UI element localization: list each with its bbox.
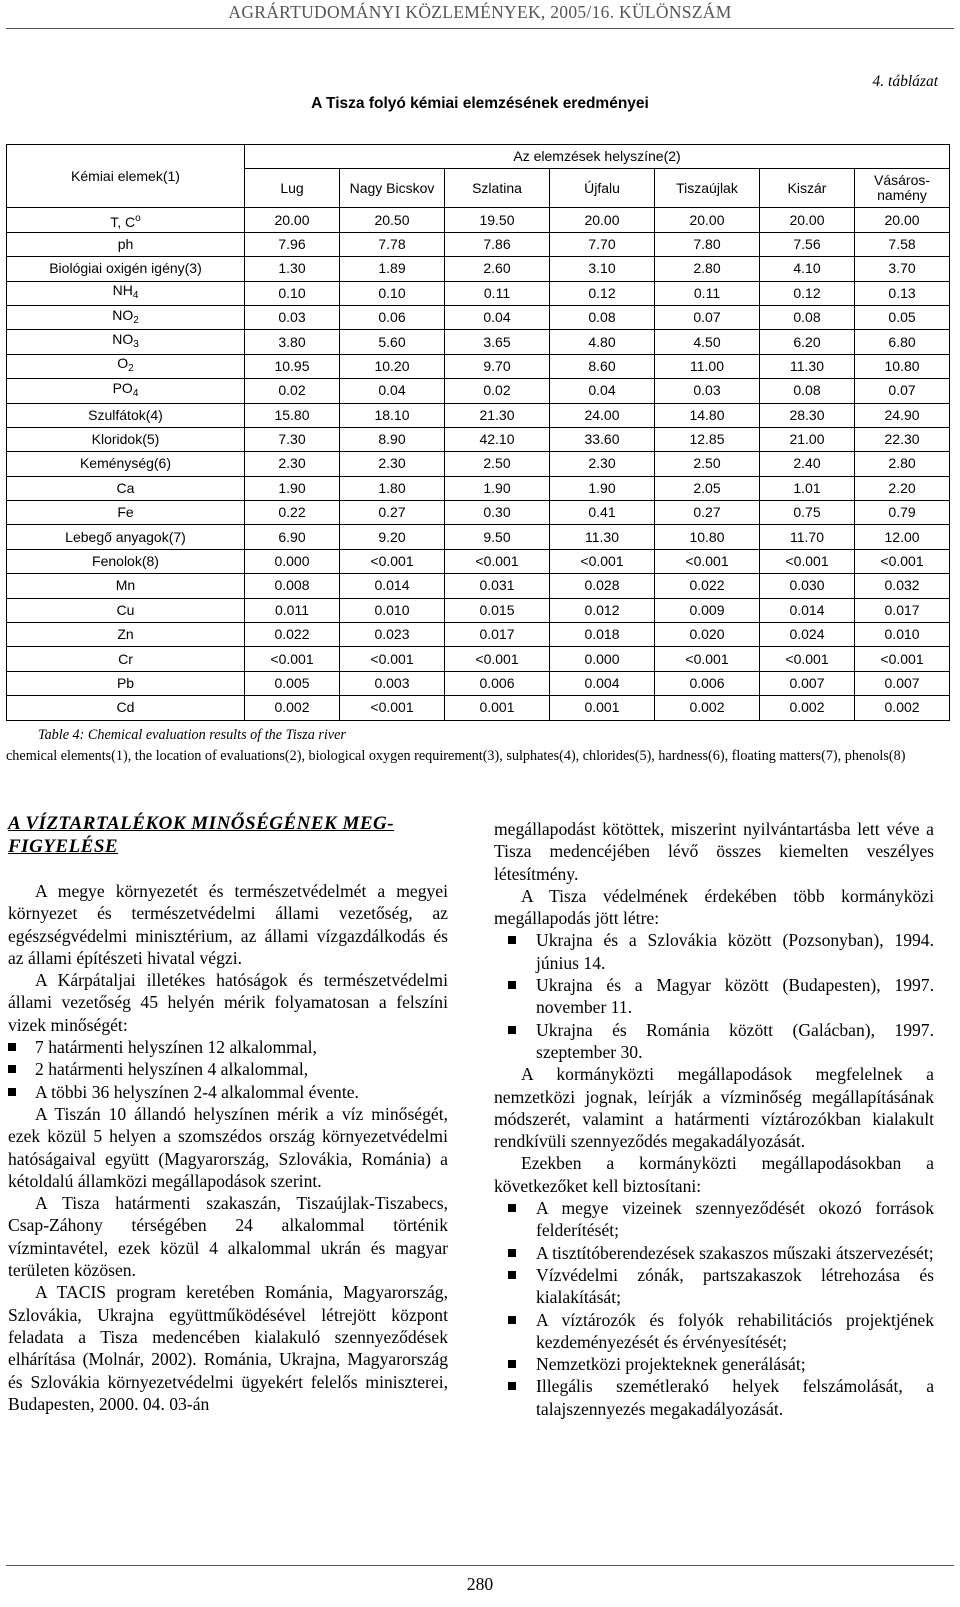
table-cell: 4.10 [760,257,855,281]
list-item: Illegális szemétlerakó helyek felszámolását, a talajszennyezés megakadályozását. [494,1375,934,1420]
element-label: Keménység(6) [7,452,245,476]
table-cell: 1.90 [245,476,340,500]
table-cell: 0.012 [550,598,655,622]
table-cell: 0.27 [655,501,760,525]
table-cell: 0.04 [445,305,550,329]
location-header: Lug [245,169,340,208]
table-cell: 0.022 [655,574,760,598]
table-cell: 4.80 [550,330,655,354]
table-cell: 3.70 [855,257,950,281]
list-item: Nemzetközi projekteknek generálását; [494,1353,934,1375]
table-cell: 0.007 [855,671,950,695]
table-row [7,696,950,720]
paragraph: A Kárpátaljai illetékes hatóságok és természetvédelmi állami vezetőség 45 helyén mérik folyamatosan a felszíni vizek minőségét: [8,970,448,1035]
table-cell: 2.30 [550,452,655,476]
header-rule [6,28,954,29]
element-label: Szulfátok(4) [7,403,245,427]
table-cell: 11.00 [655,354,760,378]
table-cell: 0.015 [445,598,550,622]
table-cell: 0.75 [760,501,855,525]
table-cell: <0.001 [445,647,550,671]
table-cell: 0.08 [760,305,855,329]
bullet-list [494,929,934,1063]
element-label: Biológiai oxigén igény(3) [7,257,245,281]
table-cell: 0.08 [550,305,655,329]
table-cell: 0.030 [760,574,855,598]
table-cell: 2.40 [760,452,855,476]
table-cell: 6.80 [855,330,950,354]
running-header: AGRÁRTUDOMÁNYI KÖZLEMÉNYEK, 2005/16. KÜLÖNSZÁM [228,2,732,22]
table-cell: 0.05 [855,305,950,329]
table-cell: 0.017 [445,623,550,647]
table-cell: 3.80 [245,330,340,354]
element-label: Cr [7,647,245,671]
table-cell: 12.85 [655,427,760,451]
table-cell: 0.06 [340,305,445,329]
table-cell: <0.001 [655,549,760,573]
table-cell: 1.30 [245,257,340,281]
table-row [7,476,950,500]
location-header: Szlatina [445,169,550,208]
square-bullet-icon [508,936,516,944]
table-cell: 0.023 [340,623,445,647]
table-cell: 0.002 [855,696,950,720]
footer-rule [6,1565,954,1566]
caption-text: chemical elements(1), the location of evaluations(2), biological oxygen requirement(3), sulphates(4), chlorides(5), hardness(6), floating matters(7), phenols(8) [6,748,906,764]
table-cell: 20.00 [655,208,760,232]
square-bullet-icon [508,1382,516,1390]
section-heading: A VÍZTARTALÉKOK MINŐSÉGÉNEK MEG-FIGYELÉSE [8,813,395,857]
table-cell: 0.014 [340,574,445,598]
table-cell: 0.11 [655,281,760,305]
table-row [7,647,950,671]
table-cell: 2.80 [855,452,950,476]
table-cell: 0.002 [245,696,340,720]
table-cell: 0.79 [855,501,950,525]
table-cell: 0.07 [655,305,760,329]
table-cell: 6.90 [245,525,340,549]
element-label: $NH_4$ [7,281,245,305]
table-cell: <0.001 [550,549,655,573]
table-cell: <0.001 [760,647,855,671]
bullet-list [494,1197,934,1420]
chemical-results-table [6,144,950,721]
page-number: 280 [466,1574,494,1594]
paragraph: A Tiszán 10 állandó helyszínen mérik a víz minőségét, ezek közül 5 helyen a szomszédos ország környezetvédelmi hatóságaival együtt (Magyarország, Szlovákia, Románia) a kétoldalú államközi megállapodások szerint. [8,1103,448,1191]
table-cell: 0.000 [550,647,655,671]
table-cell: 8.60 [550,354,655,378]
list-item: A víztározók és folyók rehabilitációs projektjének kezdeményezését és érvényesítését; [494,1309,934,1354]
table-cell: 28.30 [760,403,855,427]
table-cell: 0.10 [245,281,340,305]
table-cell: 0.006 [445,671,550,695]
table-cell: 0.30 [445,501,550,525]
table-cell: 0.022 [245,623,340,647]
element-label: Lebegő anyagok(7) [7,525,245,549]
table-row [7,232,950,256]
table-cell: <0.001 [340,647,445,671]
table-cell: 0.003 [340,671,445,695]
square-bullet-icon [8,1088,16,1096]
table-cell: 1.80 [340,476,445,500]
table-cell: 0.010 [340,598,445,622]
table-cell: 7.58 [855,232,950,256]
table-cell: 0.005 [245,671,340,695]
element-label: ph [7,232,245,256]
table-row [7,549,950,573]
table-cell: 0.002 [760,696,855,720]
table-cell: 33.60 [550,427,655,451]
table-cell: 0.014 [760,598,855,622]
table-cell: 12.00 [855,525,950,549]
table-cell: 9.20 [340,525,445,549]
table-cell: 0.010 [855,623,950,647]
table-cell: 7.80 [655,232,760,256]
list-item: Ukrajna és a Magyar között (Budapesten), 1997. november 11. [494,974,934,1019]
table-cell: 21.30 [445,403,550,427]
table-cell: 3.10 [550,257,655,281]
table-row [7,257,950,281]
table-cell: 0.020 [655,623,760,647]
table-cell: 0.002 [655,696,760,720]
table-cell: 0.12 [550,281,655,305]
table-row [7,501,950,525]
table-cell: 7.56 [760,232,855,256]
square-bullet-icon [8,1043,16,1051]
table-cell: 7.70 [550,232,655,256]
square-bullet-icon [508,1360,516,1368]
table-cell: 0.13 [855,281,950,305]
table-cell: 11.30 [550,525,655,549]
table-cell: 20.50 [340,208,445,232]
location-header: Újfalu [550,169,655,208]
table-cell: 0.03 [245,305,340,329]
table-row [7,403,950,427]
table-cell: 2.20 [855,476,950,500]
table-cell: 5.60 [340,330,445,354]
location-header: Tiszaújlak [655,169,760,208]
element-label: $NO_2$ [7,305,245,329]
bullet-list [8,1036,448,1103]
square-bullet-icon [508,1316,516,1324]
table-cell: 0.11 [445,281,550,305]
table-row [7,623,950,647]
table-cell: 8.90 [340,427,445,451]
paragraph: A kormányközti megállapodások megfelelnek a nemzetközi jognak, leírják a vízminőség megállapításának módszerét, valamint a határmenti víztározókban kialakult rendkívüli szennyeződés megakadályozását. [494,1064,934,1152]
table-cell: 0.011 [245,598,340,622]
table-cell: 0.08 [760,379,855,403]
table-cell: 20.00 [550,208,655,232]
table-cell: 14.80 [655,403,760,427]
table-cell: 0.024 [760,623,855,647]
table-row [7,379,950,403]
table-cell: <0.001 [245,647,340,671]
paragraph: megállapodást kötöttek, miszerint nyilvántartásba lett véve a Tisza medencéjében lévő összes kiemelten veszélyes létesítmény. [494,819,934,884]
table-cell: 0.017 [855,598,950,622]
table-cell: 7.96 [245,232,340,256]
table-number: 4. táblázat [872,73,938,90]
right-column [494,818,934,1420]
table-row [7,427,950,451]
table-cell: 20.00 [245,208,340,232]
table-cell: 2.60 [445,257,550,281]
caption-title: Table 4: Chemical evaluation results of the Tisza river [38,727,346,743]
table-cell: <0.001 [855,647,950,671]
element-label: Fenolok(8) [7,549,245,573]
table-cell: 22.30 [855,427,950,451]
table-cell: 7.78 [340,232,445,256]
table-cell: 21.00 [760,427,855,451]
table-cell: 2.05 [655,476,760,500]
paragraph: A megye környezetét és természetvédelmét a megyei környezet és természetvédelmi állami vezetőség, az egészségvédelmi minisztérium, az állami vízgazdálkodás és az állami építészeti hivatal végzi. [8,881,448,968]
paragraph: A Tisza határmenti szakaszán, Tiszaújlak-Tiszabecs, Csap-Záhony térségében 24 alkalommal történik vízmintavétel, ezek közül 4 alkalommal ukrán és magyar területen közösen. [8,1193,448,1281]
table-cell: 42.10 [445,427,550,451]
element-label: Fe [7,501,245,525]
left-column [8,812,448,1415]
list-item: 7 határmenti helyszínen 12 alkalommal, [8,1036,448,1058]
table-row [7,208,950,232]
table-body [7,208,950,720]
element-label: Pb [7,671,245,695]
table-cell: 2.30 [340,452,445,476]
table-cell: 2.50 [445,452,550,476]
table-cell: 0.04 [550,379,655,403]
element-label: Cu [7,598,245,622]
table-caption [6,725,951,767]
table-cell: 0.41 [550,501,655,525]
table-cell: 0.12 [760,281,855,305]
location-header: Kiszár [760,169,855,208]
table-row [7,452,950,476]
location-header: Vásáros-namény [855,169,950,208]
table-row [7,574,950,598]
square-bullet-icon [508,981,516,989]
table-cell: 0.018 [550,623,655,647]
list-item: 2 határmenti helyszínen 4 alkalommal, [8,1058,448,1080]
table-title: A Tisza folyó kémiai elemzésének eredményei [311,95,649,112]
table-cell: 7.86 [445,232,550,256]
table-cell: 0.001 [550,696,655,720]
list-item: A többi 36 helyszínen 2-4 alkalommal évente. [8,1081,448,1103]
elements-header: Kémiai elemek(1) [7,145,245,208]
table-cell: 2.80 [655,257,760,281]
table-row [7,598,950,622]
table-cell: <0.001 [340,696,445,720]
table-cell: 0.02 [245,379,340,403]
table-cell: 0.028 [550,574,655,598]
table-cell: 20.00 [855,208,950,232]
table-cell: 11.30 [760,354,855,378]
table-cell: 2.50 [655,452,760,476]
element-label: Cd [7,696,245,720]
table-row [7,305,950,329]
list-item: A tisztítóberendezések szakaszos műszaki átszervezését; [494,1242,934,1264]
element-label: $O_2$ [7,354,245,378]
table-cell: 4.50 [655,330,760,354]
element-label: Kloridok(5) [7,427,245,451]
table-cell: 0.031 [445,574,550,598]
table-cell: 1.01 [760,476,855,500]
table-cell: 0.04 [340,379,445,403]
paragraph: Ezekben a kormányközti megállapodásokban a következőket kell biztosítani: [494,1153,934,1196]
table-cell: <0.001 [340,549,445,573]
table-cell: 0.009 [655,598,760,622]
list-item: A megye vizeinek szennyeződését okozó források felderítését; [494,1197,934,1242]
table-cell: 0.07 [855,379,950,403]
table-row [7,525,950,549]
table-cell: 1.90 [445,476,550,500]
table-cell: 3.65 [445,330,550,354]
table-cell: 0.001 [445,696,550,720]
table-cell: 19.50 [445,208,550,232]
element-label: Ca [7,476,245,500]
table-cell: 2.30 [245,452,340,476]
table-cell: 9.70 [445,354,550,378]
square-bullet-icon [508,1249,516,1257]
paragraph: A Tisza védelmének érdekében több kormányközi megállapodás jött létre: [494,885,934,929]
table-cell: 0.006 [655,671,760,695]
location-header: Nagy Bicskov [340,169,445,208]
table-row [7,671,950,695]
list-item: Vízvédelmi zónák, partszakaszok létrehozása és kialakítását; [494,1264,934,1309]
table-cell: <0.001 [855,549,950,573]
element-label: T, $C^o$ [7,208,245,232]
table-cell: 7.30 [245,427,340,451]
element-label: $NO_3$ [7,330,245,354]
square-bullet-icon [8,1065,16,1073]
table-cell: 15.80 [245,403,340,427]
element-label: Mn [7,574,245,598]
table-cell: 9.50 [445,525,550,549]
locations-header: Az elemzések helyszíne(2) [245,145,950,169]
square-bullet-icon [508,1271,516,1279]
table-row [7,330,950,354]
table-cell: 10.80 [855,354,950,378]
table-cell: 6.20 [760,330,855,354]
table-cell: 0.004 [550,671,655,695]
table-cell: 0.22 [245,501,340,525]
table-cell: 0.03 [655,379,760,403]
table-cell: 10.20 [340,354,445,378]
square-bullet-icon [508,1026,516,1034]
square-bullet-icon [508,1204,516,1212]
list-item: Ukrajna és a Szlovákia között (Pozsonyban), 1994. június 14. [494,929,934,974]
table-cell: <0.001 [655,647,760,671]
table-cell: 18.10 [340,403,445,427]
table-cell: 10.95 [245,354,340,378]
table-row [7,281,950,305]
table-cell: 1.90 [550,476,655,500]
table-cell: <0.001 [760,549,855,573]
table-cell: 0.007 [760,671,855,695]
table-cell: 0.27 [340,501,445,525]
table-cell: 11.70 [760,525,855,549]
table-cell: 24.00 [550,403,655,427]
element-label: Zn [7,623,245,647]
table-cell: 0.032 [855,574,950,598]
table-cell: <0.001 [445,549,550,573]
table-cell: 0.10 [340,281,445,305]
table-row [7,354,950,378]
element-label: $PO_4$ [7,379,245,403]
table-cell: 0.000 [245,549,340,573]
table-cell: 24.90 [855,403,950,427]
table-cell: 20.00 [760,208,855,232]
paragraph: A TACIS program keretében Románia, Magyarország, Szlovákia, Ukrajna együttműködésével létrejött központ feladata a Tisza medencében kialakuló szennyeződések elhárítása (Molnár, 2002). Románia, Ukrajna, Magyarország és Szlovákia környezetvédelmi ügyekért felelős miniszterei, Budapesten, 2000. 04. 03-án [8,1282,448,1414]
table-cell: 10.80 [655,525,760,549]
list-item: Ukrajna és Románia között (Galácban), 1997. szeptember 30. [494,1019,934,1064]
table-cell: 1.89 [340,257,445,281]
table-cell: 0.008 [245,574,340,598]
table-cell: 0.02 [445,379,550,403]
